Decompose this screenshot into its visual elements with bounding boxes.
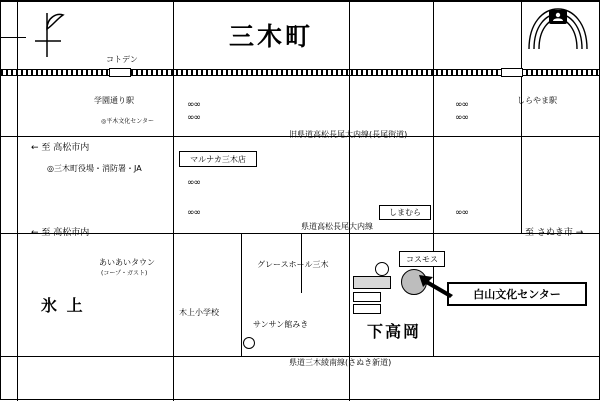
place-label-aiai-town: あいあいタウン [99,258,155,267]
north-arrow-icon [27,9,75,61]
road-label-kendo-miki: 県道三木綾南線(さぬき新道) [289,358,392,367]
crossing-icon-5: ∞∞ [187,208,200,218]
map-title: 三木町 [229,22,314,51]
road-horizontal-3 [1,356,600,357]
place-box-marunaka: マルナカ三木店 [179,151,257,167]
crossing-icon-2: ∞∞ [187,113,200,123]
place-label-grace-hall: グレースホール三木 [257,260,329,269]
road-vertical-2 [173,1,174,401]
road-vertical-5 [521,1,522,233]
destination-callout: 白山文化センター [447,282,587,306]
station-label-shirayama: しらやま駅 [517,96,557,105]
road-vertical-3 [349,1,350,401]
road-label-kyu-kendo: 旧県道高松長尾大内線(長尾街道) [289,130,408,139]
area-label-hikami: 氷 上 [41,296,85,315]
station-marker-shirayama [501,68,523,77]
road-vertical-1 [17,1,18,401]
place-label-sansankan: サンサン館みき [253,320,309,329]
road-label-kendo-takamatsu: 県道高松長尾大内線 [301,222,373,231]
station-label-gakuendori: 学園通り駅 [94,96,134,105]
marker-sansankan [243,337,255,349]
direction-label-takamatsu-1: ← 至 高松市内 [31,143,90,153]
place-label-aiai-sub: (コープ・ガスト) [101,270,148,277]
road-vertical-4 [433,1,434,356]
building-block-3 [353,304,381,314]
road-border-top [1,1,600,2]
crossing-icon-3: ∞∞ [455,100,468,110]
building-block-1 [353,276,391,289]
rail-label: コトデン [106,55,138,64]
road-stub-topleft [1,37,26,38]
road-vertical-6 [241,233,242,356]
crossing-icon-1: ∞∞ [187,100,200,110]
place-label-townhall: ◎三木町役場・消防署・JA [47,164,142,173]
area-label-shimotakaoka: 下高岡 [367,322,422,341]
place-label-kinoue-school: 木上小学校 [179,308,219,317]
destination-pointer-arrow [415,273,455,301]
direction-label-takamatsu-2: ← 至 高松市内 [31,228,90,238]
place-box-cosmos: コスモス [399,251,445,267]
crossing-icon-6: ∞∞ [455,208,468,218]
place-label-hiragi-center: ◎平木文化センター [101,118,154,125]
crossing-icon-7: ∞∞ [187,178,200,188]
building-block-2 [353,292,381,302]
mountain-contour-logo [525,5,591,51]
place-box-shimamura: しまむら [379,205,431,220]
direction-label-sanuki: 至 さぬき市 → [525,228,584,238]
station-marker-gakuendori [109,68,131,77]
crossing-icon-4: ∞∞ [455,113,468,123]
marker-grace-hall [375,262,389,276]
